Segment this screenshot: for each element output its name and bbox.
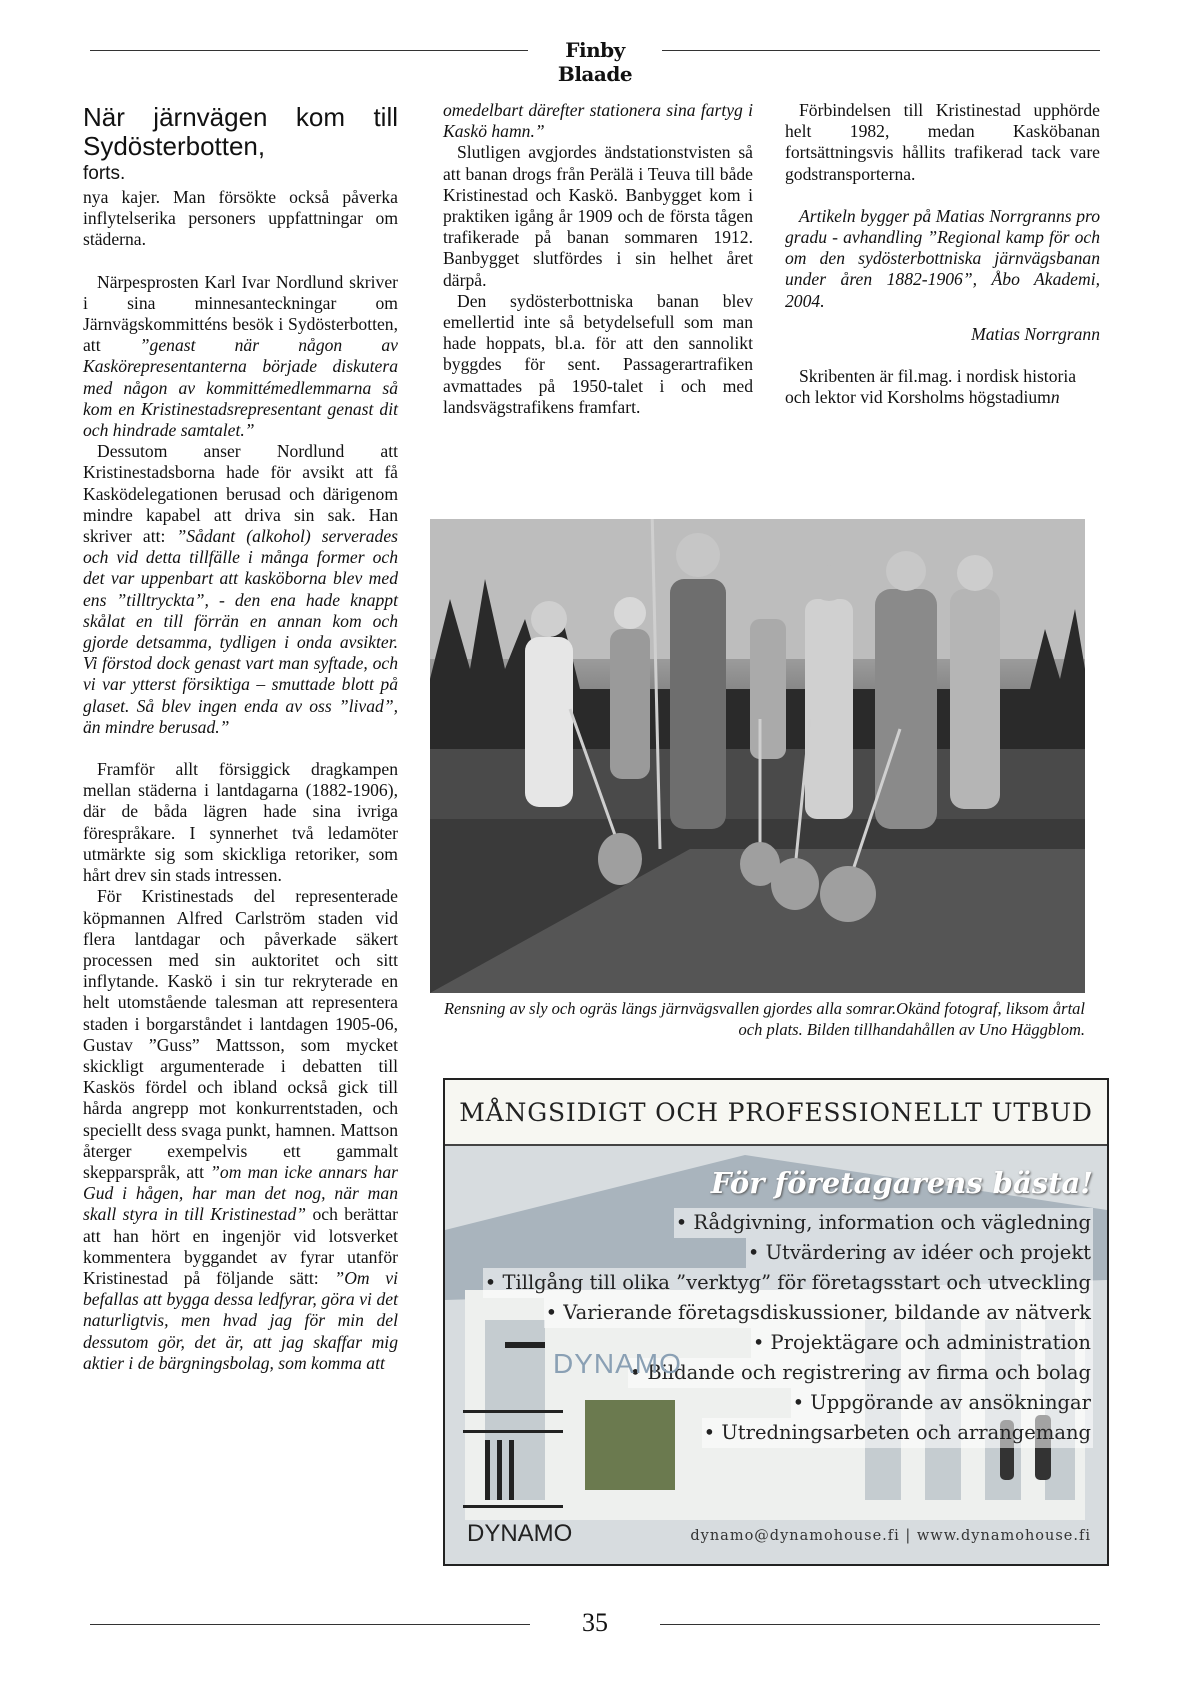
paragraph: För Kristinestads del representerade köpmannen Alfred Carlström staden vid flera lantdagar och påverkade säkert processen med sin auktoritet och sitt inflytande. Kaskö i sin tur rekryterade en helt utomstående talesman att representera staden i borgarståndet i lantdagen 1905-06, Gustav ”Guss” Mattsson, som mycket skickligt argumenterade i debatten till Kaskös fördel och ibland också gick till hårda angrepp mot konkurrentstaden, och speciellt dess svaga punkt, hamnen. Mattson återger exempelvis ett gammalt skepparspråk, att ”om man icke annars har Gud i hågen, har man det nog, när man skall styra in till Kristinestad” och berättar att han hört en ingenjör vid lotsverket kommentera byggandet av fyrar utanför Kristinestad på följande sätt: ”Om vi befallas att bygga dessa ledfyrar, göra vi det naturligtvis, men hvad jag för min del dessutom gör, det är, att jag skaffar mig aktier i de bärgningsbolag, som komma att bbox=[83, 886, 399, 1373]
author-signature: Matias Norrgrann bbox=[971, 323, 1100, 344]
article-title: När järnvägen kom till Sydösterbotten, bbox=[83, 102, 398, 161]
paragraph: Slutligen avgjordes ändstationstvisten så att banan drogs från Perälä i Teuva till både Kristinestad och Kaskö. Banbygget kom i praktiken igång år 1909 och de första tågen trafikerade på banan sommaren 1912. Banbygget slutfördes i sin helhet året därpå. bbox=[443, 142, 753, 290]
article-column-1 bbox=[83, 103, 398, 1374]
header-rule-right bbox=[662, 50, 1100, 51]
ad-service-item: • Utredningsarbeten och arrangemang bbox=[702, 1418, 1093, 1448]
paragraph: Den sydösterbottniska banan blev emellertid inte så betydelsefull som man hade hoppats, bl.a. för att den sannolikt byggdes för sent. Passagerartrafiken avmattades på 1950-talet i och med landsvägstrafikens framfart. bbox=[443, 290, 753, 417]
paragraph: nya kajer. Man försökte också påverka inflytelserika personers uppfattningar om städerna. bbox=[83, 187, 398, 250]
ad-service-list bbox=[483, 1208, 1093, 1448]
photo-illustration bbox=[430, 519, 1085, 993]
ad-contact-info[interactable]: dynamo@dynamohouse.fi | www.dynamohouse.fi bbox=[690, 1528, 1091, 1544]
historical-photo bbox=[430, 519, 1085, 993]
ad-service-item: • Tillgång till olika ”verktyg” för företagsstart och utveckling bbox=[483, 1268, 1093, 1298]
paragraph: Dessutom anser Nordlund att Kristinestadsborna hade för avsikt att få Kasködelegationen berusad och därigenom mindre kapabel att driva sin sak. Han skriver att: ”Sådant (alkohol) serverades och vid detta tillfälle i många former och det var uppenbart att kasköborna blev med ens ”tilltryckta”, - den ena hade knappt skålat en till förrän en annan kom och gjorde detsamma, tydligen i onda avsikter. Vi förstod dock genast vart man syftade, och vi var ytterst försiktiga – smuttade blott på glaset. Så blev ingen enda av oss ”livad”, än mindre berusad.” bbox=[83, 441, 398, 737]
photo-caption: Rensning av sly och ogräs längs järnvägsvallen gjordes alla somrar.Okänd fotograf, liksom årtal och plats. Bilden tillhandahållen av Uno Häggblom. bbox=[443, 999, 1085, 1039]
header-rule-left bbox=[90, 50, 528, 51]
ad-service-item: • Uppgörande av ansökningar bbox=[791, 1388, 1093, 1418]
paragraph: Framför allt försiggick dragkampen mellan städerna i lantdagarna (1882-1906), där de båda lägren hade sina ivriga förespråkare. I synnerhet två ledamöter utmärkte sig som skickliga retoriker, som hårt drev sin stads intressen. bbox=[83, 759, 398, 886]
article-title-cont: forts. bbox=[83, 163, 126, 184]
ad-service-item: • Rådgivning, information och vägledning bbox=[674, 1208, 1093, 1238]
publication-title: Finby Blaade bbox=[557, 38, 633, 86]
paragraph: Närpesprosten Karl Ivar Nordlund skriver i sina minnesanteckningar om Järnvägskommitténs besök i Sydösterbotten, att ”genast när någon av Kaskörepresentanterna började diskutera med någon av kommittémedlemmarna så kom en Kristinestadsrepresentant genast dit och hindrade samtalet.” bbox=[83, 271, 398, 441]
author-bio: Skribenten är fil.mag. i nordisk historia och lektor vid Korsholms högstadiumn bbox=[785, 366, 1077, 408]
ad-service-item: • Utvärdering av idéer och projekt bbox=[746, 1238, 1093, 1268]
dynamo-advertisement bbox=[443, 1078, 1109, 1566]
article-column-3 bbox=[785, 100, 1100, 408]
ad-service-item: • Bildande och registrering av firma och bolag bbox=[628, 1358, 1093, 1388]
ad-brand-logo: DYNAMO bbox=[467, 1520, 573, 1547]
ad-service-item: • Projektägare och administration bbox=[751, 1328, 1093, 1358]
footer-rule-right bbox=[660, 1624, 1100, 1625]
page-number: 35 bbox=[582, 1608, 608, 1637]
paragraph: Förbindelsen till Kristinestad upphörde helt 1982, medan Kasköbanan fortsättningsvis hållits trafikerad tack vare godstransporterna. bbox=[785, 100, 1100, 184]
article-column-2 bbox=[443, 100, 753, 418]
footer-rule-left bbox=[90, 1624, 530, 1625]
ad-brand-watermark: DYNAMO bbox=[553, 1348, 682, 1379]
ad-headline: MÅNGSIDIGT OCH PROFESSIONELLT UTBUD bbox=[445, 1080, 1107, 1146]
ad-slogan: För företagarens bästa! bbox=[710, 1166, 1093, 1200]
paragraph: omedelbart därefter stationera sina fartyg i Kaskö hamn.” bbox=[443, 100, 753, 142]
author-note: Artikeln bygger på Matias Norrgranns pro gradu - avhandling ”Regional kamp för och om den sydösterbottniska järnvägsbanan under åren 1882-1906”, Åbo Akademi, 2004. bbox=[785, 205, 1100, 311]
ad-service-item: • Varierande företagsdiskussioner, bildande av nätverk bbox=[544, 1298, 1093, 1328]
